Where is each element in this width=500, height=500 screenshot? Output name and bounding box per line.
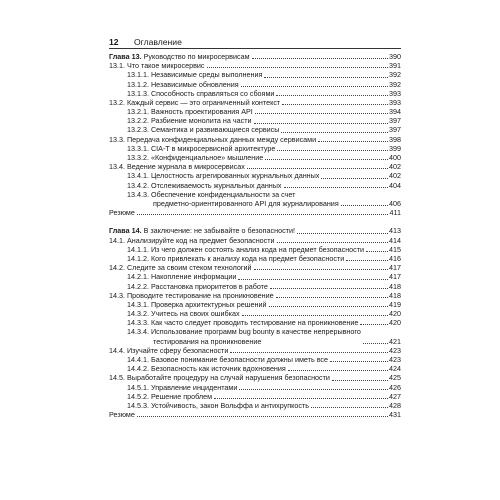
toc-page-number: 416 (389, 253, 401, 263)
toc-entry-text: 13.3.2. «Конфиденциальное» мышление (127, 153, 264, 163)
toc-page-number: 426 (389, 382, 401, 392)
toc-entry-text: 14.2.2. Расстановка приоритетов в работе (127, 281, 268, 291)
dot-leader (207, 67, 388, 68)
toc-entry-text: В заключение: не забывайте о безопасности! (141, 226, 295, 236)
dot-leader (366, 251, 388, 252)
toc-entry (109, 208, 401, 217)
dot-leader (230, 352, 388, 353)
dot-leader (341, 205, 388, 206)
dot-leader (297, 233, 388, 234)
dot-leader (330, 361, 388, 362)
toc-entry (109, 355, 401, 364)
toc-entry-text: 14.1.1. Из чего должен состоять анализ кода на предмет безопасности (127, 244, 365, 254)
toc-entry-text: 14.2.1. Накопление информации (127, 272, 237, 282)
toc-entry (109, 263, 401, 272)
toc-entry-text: 13.3. Передача конфиденциальных данных между сервисами (109, 134, 317, 144)
toc-entry-text: 14.2. Следите за своим стеком технологий (109, 263, 252, 273)
toc-entry-title (109, 190, 339, 208)
toc-page-number: 402 (389, 171, 401, 181)
toc-entry (109, 98, 401, 107)
toc-entry-text: 14.3. Проводите тестирование на проникновение (109, 290, 274, 300)
dot-leader (252, 58, 388, 59)
dot-leader (360, 324, 388, 325)
dot-leader (282, 104, 388, 105)
toc-entry-title (109, 135, 316, 144)
toc-entry (109, 318, 401, 327)
toc-entry (109, 373, 401, 382)
toc-entry-text: Руководство по микросервисам (141, 51, 250, 61)
toc-chapter-entry (109, 226, 401, 235)
toc-page-number: 397 (389, 116, 401, 126)
chapter-label: Глава 13. (109, 51, 142, 61)
toc-entry-text: 14.3.3. Как часто следует проводить тестирование на проникновение (127, 318, 359, 328)
toc-entry-text: 13.4.1. Целостность агрегированных журнальных данных (127, 171, 320, 181)
toc-entry-text: 13.2. Каждый сервис — это ограниченный контекст (109, 97, 281, 107)
dot-leader (239, 389, 388, 390)
toc-page-number: 419 (389, 299, 401, 309)
dot-leader (277, 150, 388, 151)
dot-leader (238, 279, 388, 280)
toc-chapter-block (109, 226, 401, 419)
toc-entry-text: 14.5.3. Устойчивость, закон Вольффа и антихрупкость (127, 400, 310, 410)
toc-chapter-block (109, 52, 401, 217)
toc-entry-title (109, 355, 328, 364)
toc-entry-text: 14.5.2. Решение проблем (127, 391, 213, 401)
toc-entry (109, 181, 401, 190)
dot-leader (214, 398, 388, 399)
toc-entry (109, 392, 401, 401)
toc-entry-title (109, 346, 228, 355)
dot-leader (137, 416, 388, 417)
toc-entry-text: 13.1.3. Способность справляться со сбоями (127, 88, 275, 98)
dot-leader (254, 269, 388, 270)
toc-page-number: 431 (389, 410, 401, 420)
toc-entry-title (109, 181, 282, 190)
toc-entry-title (109, 392, 212, 401)
toc-page-number: 417 (389, 272, 401, 282)
dot-leader (137, 214, 388, 215)
toc-entry-title (109, 61, 205, 70)
toc-entry-title (109, 401, 309, 410)
toc-page-number: 406 (389, 199, 401, 208)
dot-leader (332, 380, 388, 381)
toc-entry (109, 162, 401, 171)
toc-page-number: 391 (389, 61, 401, 71)
toc-entry (109, 300, 401, 309)
toc-page-number: 423 (389, 355, 401, 365)
toc-entry (109, 107, 401, 116)
toc-entry (109, 254, 401, 263)
toc-page-number: 428 (389, 400, 401, 410)
toc-entry-title (109, 245, 364, 254)
dot-leader (247, 168, 388, 169)
dot-leader (281, 132, 388, 133)
dot-leader (321, 178, 388, 179)
toc-entry-title (109, 125, 279, 134)
toc-entry-text: 13.2.2. Разбиение монолита на части (127, 116, 252, 126)
dot-leader (318, 141, 388, 142)
toc-entry (109, 236, 401, 245)
toc-entry-text: 14.5. Выработайте процедуру на случай нарушения безопасности (109, 373, 330, 383)
toc-page-number: 424 (389, 364, 401, 374)
toc-chapter-entry (109, 52, 401, 61)
toc-entry-title (109, 153, 263, 162)
toc-entry-title (109, 52, 250, 61)
toc-entry (109, 245, 401, 254)
toc-entry (109, 282, 401, 291)
toc-entry-title (109, 144, 275, 153)
toc-entry-text: Резюме (109, 410, 135, 420)
toc-entry-title (109, 116, 252, 125)
dot-leader (269, 306, 389, 307)
toc-entry (109, 80, 401, 89)
toc-page-number: 404 (389, 180, 401, 190)
toc-entry-text: 13.4. Ведение журнала в микросервисах (109, 162, 245, 172)
toc-entry-title (109, 236, 275, 245)
toc-page-number: 421 (389, 336, 401, 346)
toc-page-number: 425 (389, 373, 401, 383)
dot-leader (276, 297, 388, 298)
dot-leader (284, 187, 388, 188)
toc-entry (109, 346, 401, 355)
toc-entry-title (109, 318, 358, 327)
toc-entry (109, 291, 401, 300)
toc-entry (109, 126, 401, 135)
toc-entry (109, 401, 401, 410)
dot-leader (277, 242, 388, 243)
toc-entry (109, 89, 401, 98)
toc-entry-text: Резюме (109, 208, 135, 218)
dot-leader (255, 113, 388, 114)
toc-entry-text: 13.3.1. CIA-T в микросервисной архитектуре (127, 143, 276, 153)
toc-entry (109, 272, 401, 281)
dot-leader (311, 407, 388, 408)
toc-entry-title (109, 226, 295, 235)
toc-entry (109, 383, 401, 392)
toc-entry-text: 13.2.1. Важность проектирования API (127, 107, 253, 117)
toc-page-number: 402 (389, 162, 401, 172)
toc-page-number: 417 (389, 263, 401, 273)
toc-entry-title (109, 80, 239, 89)
dot-leader (254, 123, 388, 124)
toc-entry-title (109, 364, 286, 373)
toc-entry-title (109, 291, 274, 300)
dot-leader (288, 370, 388, 371)
toc-entry (109, 61, 401, 70)
toc-entry-title (109, 410, 135, 419)
toc-page-number: 390 (389, 51, 401, 61)
toc-page-number: 411 (389, 208, 401, 218)
toc-entry-text: 14.3.2. Учитесь на своих ошибках (127, 309, 240, 319)
toc-entry (109, 116, 401, 125)
toc-entry-title (109, 162, 245, 171)
toc-entry (109, 327, 401, 345)
toc-entry-title (109, 208, 135, 217)
toc-page-number: 399 (389, 143, 401, 153)
toc-page-number: 393 (389, 97, 401, 107)
toc-entry-title (109, 89, 274, 98)
toc-entry (109, 309, 401, 318)
toc-entry-text: 14.5.1. Управление инцидентами (127, 382, 238, 392)
toc-page-number: 427 (389, 391, 401, 401)
dot-leader (241, 86, 388, 87)
toc-page-number: 394 (389, 107, 401, 117)
toc-page-number: 420 (389, 309, 401, 319)
toc-entry-text: 13.1. Что такое микросервис (109, 61, 205, 71)
toc-entry-text: 13.4.2. Отслеживаемость журнальных данных (127, 180, 282, 190)
page-number: 12 (109, 37, 119, 47)
toc-page-number: 393 (389, 88, 401, 98)
toc-page-number: 423 (389, 345, 401, 355)
toc-entry-text: 13.1.2. Независимые обновления (127, 79, 239, 89)
toc-entry-text: 14.4. Изучайте сферу безопасности (109, 345, 229, 355)
toc-page-number: 415 (389, 244, 401, 254)
toc-entry (109, 364, 401, 373)
toc-entry-text: 13.1.1. Независимые среды выполнения (127, 70, 263, 80)
toc-entry-title (109, 282, 268, 291)
dot-leader (242, 315, 388, 316)
toc-entry-title (109, 327, 361, 345)
toc-entry-text: 13.2.3. Семантика и развивающиеся сервисы (127, 125, 280, 135)
toc-entry-text: 14.3.1. Проверка архитектурных решений (127, 299, 267, 309)
toc-page-number: 418 (389, 281, 401, 291)
toc-entry-title (109, 70, 262, 79)
toc-entry-title (109, 300, 267, 309)
toc-page-number: 400 (389, 153, 401, 163)
toc-entry-title (109, 383, 237, 392)
toc-page-number: 398 (389, 134, 401, 144)
toc-page-number: 418 (389, 290, 401, 300)
toc-entry (109, 190, 401, 208)
toc-page-number: 392 (389, 70, 401, 80)
toc-entry-text-continued: тестирования на проникновение (153, 336, 262, 346)
toc-entry (109, 410, 401, 419)
dot-leader (276, 95, 388, 96)
toc-entry (109, 70, 401, 79)
toc-page-number: 414 (389, 235, 401, 245)
toc-entry-title (109, 171, 319, 180)
toc-entry-title (109, 272, 236, 281)
toc-entry-text: 14.1.2. Кого привлекать к анализу кода на предмет безопасности (127, 253, 345, 263)
toc-page-number: 397 (389, 125, 401, 135)
toc-page-number: 392 (389, 79, 401, 89)
toc-entry-title (109, 98, 280, 107)
table-of-contents (109, 52, 401, 419)
toc-entry-title (109, 107, 253, 116)
dot-leader (363, 343, 388, 344)
toc-entry (109, 153, 401, 162)
toc-page-number: 413 (389, 226, 401, 236)
toc-entry-text: 14.4.1. Базовое понимание безопасности должны иметь все (127, 355, 329, 365)
dot-leader (270, 288, 388, 289)
chapter-label: Глава 14. (109, 226, 142, 236)
dot-leader (264, 77, 388, 78)
header-divider (109, 48, 401, 49)
toc-entry-title (109, 263, 252, 272)
toc-entry-text: 13.4.3. Обеспечение конфиденциальности за счет (127, 189, 296, 199)
dot-leader (265, 159, 388, 160)
running-header (109, 35, 401, 49)
toc-entry-text: 14.1. Анализируйте код на предмет безопасности (109, 235, 275, 245)
toc-entry-title (109, 254, 344, 263)
toc-entry (109, 171, 401, 180)
toc-entry-title (109, 373, 330, 382)
toc-entry-text: 14.4.2. Безопасность как источник вдохновения (127, 364, 286, 374)
toc-entry (109, 144, 401, 153)
toc-entry-title (109, 309, 240, 318)
dot-leader (346, 260, 388, 261)
toc-entry-text: 14.3.4. Использование программ bug bounty в качестве непрерывного (127, 327, 361, 337)
toc-entry-text-continued: предметно-ориентированного API для журналирования (153, 199, 339, 208)
running-title: Оглавление (133, 37, 182, 47)
toc-page-number: 420 (389, 318, 401, 328)
toc-entry (109, 135, 401, 144)
